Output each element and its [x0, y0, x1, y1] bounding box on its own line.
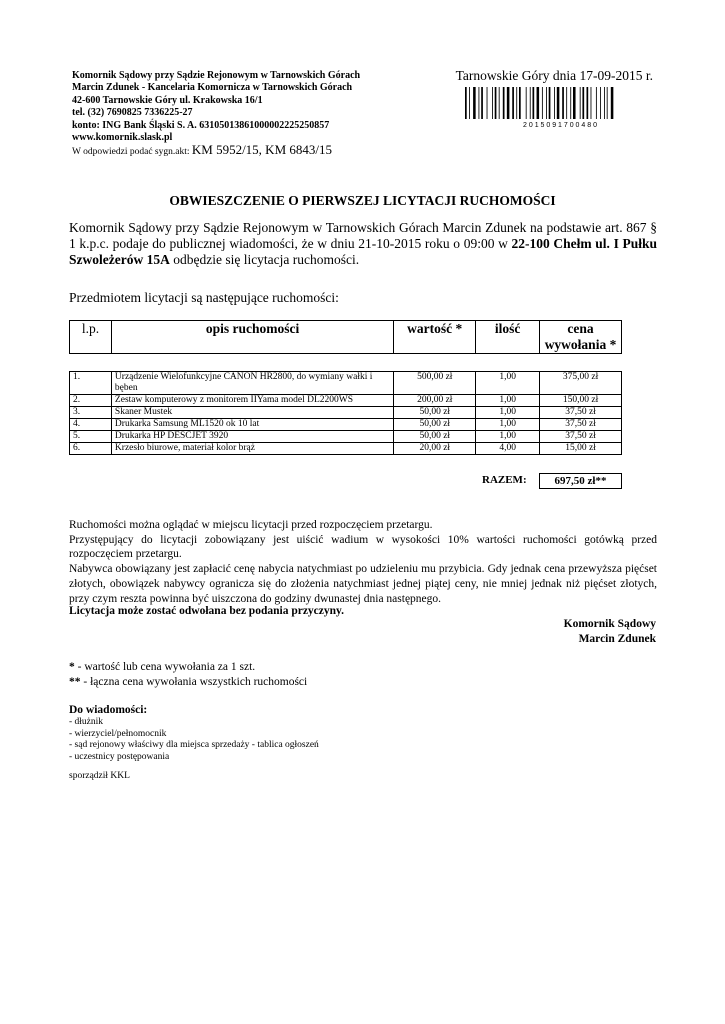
table-row [70, 372, 622, 395]
header-line: www.komornik.slask.pl [72, 132, 173, 144]
table-row [70, 395, 622, 407]
distribution-item: - wierzyciel/pełnomocnik [69, 728, 167, 739]
row-quantity: 1,00 [476, 419, 540, 431]
subject-line: Przedmiotem licytacji są następujące ruchomości: [69, 290, 339, 305]
case-reference [72, 144, 360, 158]
intro-text: Komornik Sądowy przy Sądzie Rejonowym w Tarnowskich Górach Marcin Zdunek na podstawie art. 867 § 1 k.p.c. podaje do publicznej wiadomości, że w dniu 21-10-2015 roku o 09:00 w [69, 220, 657, 251]
row-quantity: 1,00 [476, 431, 540, 443]
header-line: konto: ING Bank Śląski S. A. 63105013861000002225250857 [72, 119, 330, 131]
row-lp: 5. [70, 431, 112, 443]
row-lp: 1. [70, 372, 112, 395]
distribution-item: - uczestnicy postępowania [69, 751, 170, 762]
table-row [70, 407, 622, 419]
row-lp: 2. [70, 395, 112, 407]
footnote-mark: ** [69, 676, 81, 688]
header-line: Komornik Sądowy przy Sądzie Rejonowym w Tarnowskich Górach [72, 70, 361, 81]
row-quantity: 1,00 [476, 372, 540, 395]
row-quantity: 4,00 [476, 443, 540, 455]
footnote-text: - wartość lub cena wywołania za 1 szt. [74, 661, 256, 673]
row-lp: 3. [70, 407, 112, 419]
footnote [69, 660, 307, 675]
col-header-description: opis ruchomości [111, 321, 393, 354]
header-line: 42-600 Tarnowskie Góry ul. Krakowska 16/1 [72, 94, 263, 106]
table-row [70, 443, 622, 455]
col-header-value: wartość * [394, 321, 476, 354]
header-line: tel. (32) 7690825 7336225-27 [72, 107, 193, 119]
row-description: Zestaw komputerowy z monitorem IIYama model DL2200WS [111, 395, 393, 407]
table-row [70, 431, 622, 443]
cancellation-note: Licytacja może zostać odwołana bez podania przyczyny. [69, 605, 345, 617]
col-header-quantity: ilość [476, 321, 540, 354]
row-description: Urządzenie Wielofunkcyjne CANON HR2800, do wymiany wałki i bęben [111, 372, 393, 395]
row-description: Skaner Mustek [111, 407, 393, 419]
barcode [464, 87, 656, 131]
row-quantity: 1,00 [476, 407, 540, 419]
auction-rules [69, 518, 657, 606]
footnote-mark: * [69, 661, 75, 673]
items-table [69, 371, 622, 455]
intro-text-end: odbędzie się licytacja ruchomości. [169, 252, 360, 267]
row-description: Drukarka Samsung ML1520 ok 10 lat [111, 419, 393, 431]
row-price: 37,50 zł [540, 431, 622, 443]
row-description: Krzesło biurowe, materiał kolor brąż [111, 443, 393, 455]
row-description: Drukarka HP DESCJET 3920 [111, 431, 393, 443]
row-price: 375,00 zł [540, 372, 622, 395]
items-table-header [69, 320, 622, 354]
bailiff-header [72, 70, 360, 159]
date-line: Tarnowskie Góry dnia 17-09-2015 r. [455, 68, 653, 83]
row-price: 37,50 zł [540, 407, 622, 419]
row-lp: 4. [70, 419, 112, 431]
case-reference-label: W odpowiedzi podać sygn.akt: [72, 147, 190, 158]
signature-name: Marcin Zdunek [578, 633, 656, 645]
signature [564, 617, 656, 647]
row-price: 150,00 zł [540, 395, 622, 407]
row-value: 500,00 zł [394, 372, 476, 395]
row-lp: 6. [70, 443, 112, 455]
total-label: RAZEM: [482, 474, 527, 486]
intro-paragraph [69, 220, 657, 268]
rule-text: Ruchomości można oglądać w miejscu licytacji przed rozpoczęciem przetargu. [69, 519, 433, 531]
col-header-lp: l.p. [70, 321, 112, 354]
rule-text: Nabywca obowiązany jest zapłacić cenę nabycia natychmiast po udzieleniu mu przybicia. Gdy jednak cena przewyższa pięćset złotych, obowiązek nabywcy ogranicza się do złożenia natychmiast jednej piątej ceny, nie mniej jednak niż pięćset złotych, przy czym reszta powinna być uiszczona do godziny dwunastej dnia następnego. [69, 563, 657, 605]
row-value: 50,00 zł [394, 407, 476, 419]
auction-location: 22-100 Chełm ul. I Pułku Szwoleżerów 15A [69, 236, 657, 267]
footnote-text: - łączna cena wywołania wszystkich ruchomości [80, 676, 308, 688]
row-value: 50,00 zł [394, 419, 476, 431]
distribution-title: Do wiadomości: [69, 704, 148, 716]
distribution-item: - sąd rejonowy właściwy dla miejsca sprzedaży - tablica ogłoszeń [69, 740, 319, 750]
notice-title: OBWIESZCZENIE O PIERWSZEJ LICYTACJI RUCHOMOŚCI [169, 193, 556, 208]
row-quantity: 1,00 [476, 395, 540, 407]
total-value: 697,50 zł** [539, 473, 622, 489]
footnote [69, 675, 307, 690]
signature-title: Komornik Sądowy [563, 618, 656, 630]
barcode-digits: 2 0 1 5 0 9 1 7 0 0 4 8 0 [523, 122, 597, 129]
row-price: 37,50 zł [540, 419, 622, 431]
row-value: 200,00 zł [394, 395, 476, 407]
prepared-by: sporządził KKL [69, 771, 130, 781]
distribution-item: - dłużnik [69, 717, 104, 727]
row-value: 20,00 zł [394, 443, 476, 455]
footnotes [69, 660, 307, 690]
col-header-price: cena wywołania * [540, 321, 622, 354]
row-price: 15,00 zł [540, 443, 622, 455]
distribution-list [69, 717, 319, 763]
case-reference-numbers: KM 5952/15, KM 6843/15 [191, 142, 332, 158]
header-line: Marcin Zdunek - Kancelaria Komornicza w Tarnowskich Górach [72, 82, 353, 94]
row-value: 50,00 zł [394, 431, 476, 443]
table-row [70, 419, 622, 431]
rule-text: Przystępujący do licytacji zobowiązany jest uiścić wadium w wysokości 10% wartości ruchomości gotówką przed rozpoczęciem przetargu. [69, 533, 657, 561]
